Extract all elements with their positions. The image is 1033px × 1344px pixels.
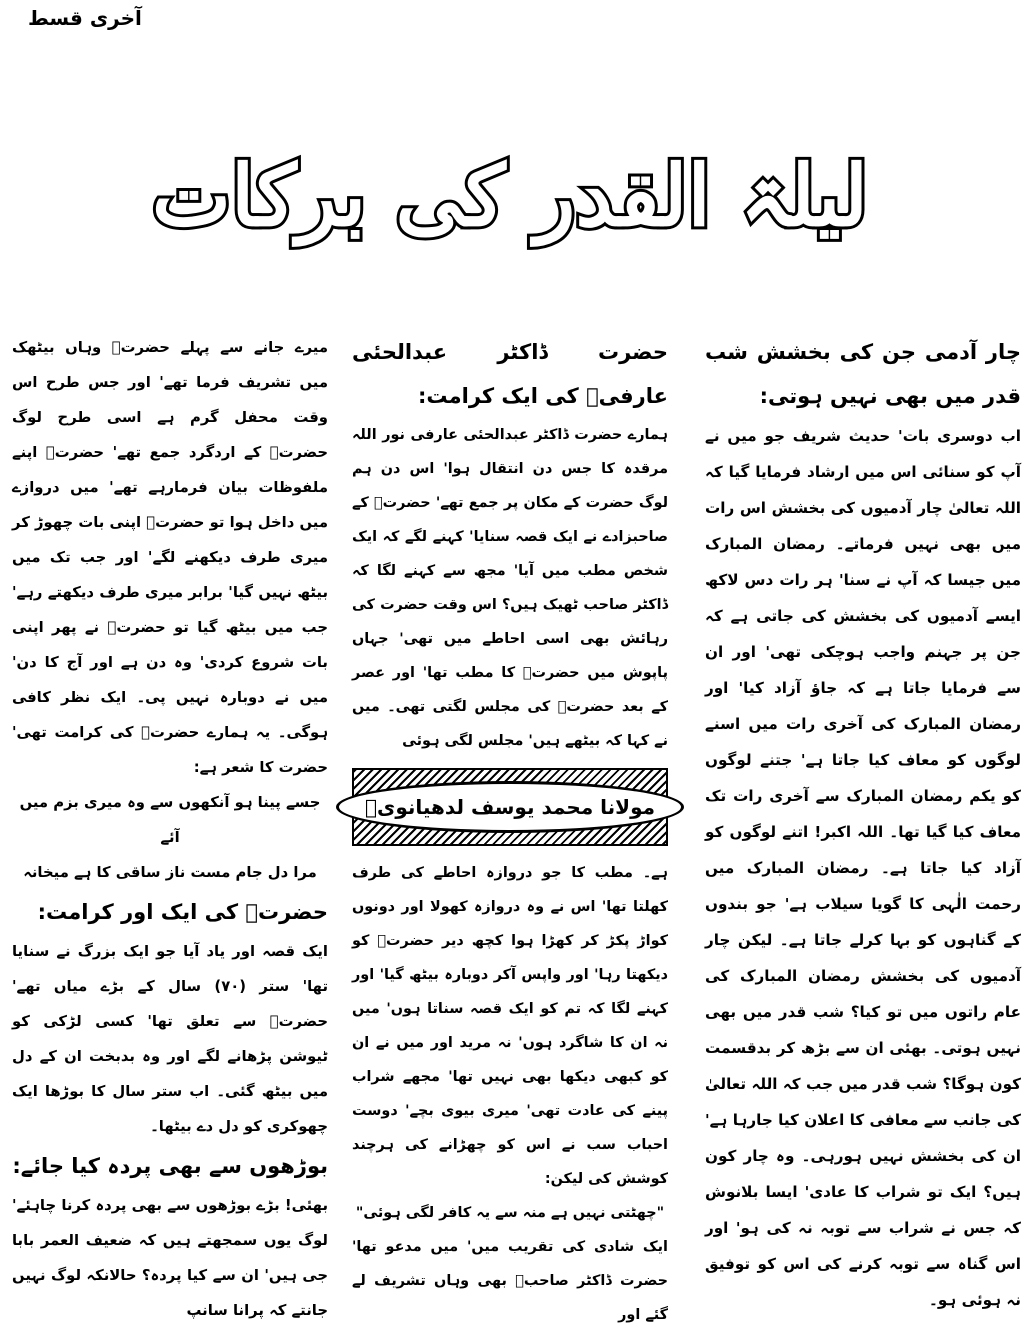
headline-calligraphy (130, 60, 890, 310)
column-left-heading-3: بوڑھوں سے بھی پردہ کیا جائے: (12, 1154, 328, 1178)
column-middle-paragraph-2: ہے۔ مطب کا جو دروازہ احاطے کی طرف کھلتا تھا' اس نے وہ دروازہ کھولا اور دونوں کواڑ پکڑ کر کھڑا ہوا کچھ دیر حضرتؒ کو دیکھتا رہا' اور واپس آکر دوبارہ بیٹھ گیا' اور کہنے لگا کہ تم کو ایک قصہ سناتا ہوں' میں نہ ان کا شاگرد ہوں' نہ مرید اور میں نے ان کو کبھی دیکھا بھی نہیں تھا' مجھے شراب پینے کی عادت تھی' میری بیوی بچے' دوست احباب سب نے اس کو چھڑانے کی ہرچند کوشش کی لیکن: (352, 865, 668, 1187)
column-right (705, 330, 1021, 1318)
column-left-paragraph-1: میرے جانے سے پہلے حضرتؒ وہاں بیٹھک میں تشریف فرما تھے' اور جس طرح اس وقت محفل گرم ہے اسی طرح لوگ حضرتؒ کے اردگرد جمع تھے' حضرتؒ اپنے ملفوظات بیان فرمارہے تھے' میں دروازے میں داخل ہوا تو حضرتؒ اپنی بات چھوڑ کر میری طرف دیکھنے لگے' اور جب تک میں بیٹھ نہیں گیا' برابر میری طرف دیکھتے رہے' جب میں بیٹھ گیا تو حضرتؒ نے پھر اپنی بات شروع کردی' وہ دن ہے اور آج کا دن' میں نے دوبارہ نہیں پی۔ ایک نظر کافی ہوگی۔ یہ ہمارے حضرتؒ کی کرامت تھی' حضرت کا شعر ہے: (12, 339, 328, 776)
column-left-paragraph-3: بھئی! بڑے بوڑھوں سے بھی پردہ کرنا چاہئے' لوگ یوں سمجھتے ہیں کہ ضعیف العمر بابا جی ہیں' ان سے کیا پردہ؟ حالانکہ لوگ نہیں جانتے کہ پرانا سانپ (12, 1197, 328, 1319)
author-byline-box (352, 768, 668, 846)
column-left (12, 330, 328, 1328)
column-left-paragraph-2: ایک قصہ اور یاد آیا جو ایک بزرگ نے سنایا تھا' ستر (۷۰) سال کے بڑے میاں تھے' حضرتؒ سے تعلق تھا' کسی لڑکی کو ٹیوشن پڑھانے لگے اور وہ بدبخت ان کے دل میں بیٹھ گئی۔ اب ستر سال کا بوڑھا ایک چھوکری کو دل دے بیٹھا۔ (12, 943, 328, 1135)
couplet-line-2: مرا دل جام مست ناز ساقی کا ہے میخانہ (23, 864, 317, 881)
column-middle (352, 330, 668, 1332)
column-left-heading-2: حضرتؒ کی ایک اور کرامت: (37, 900, 328, 924)
column-middle-paragraph-1: ہمارے حضرت ڈاکٹر عبدالحئی عارفی نور اللہ مرقدہ کا جس دن انتقال ہوا' اس دن ہم لوگ حضرت کے مکان پر جمع تھے' حضرتؒ کے صاحبزادے نے ایک قصہ سنایا' کہنے لگے کہ ایک شخص مطب میں آیا' مجھ سے کہنے لگا کہ ڈاکٹر صاحب ٹھیک ہیں؟ اس وقت حضرت کی رہائش بھی اسی احاطے میں تھی' جہاں پاپوش میں حضرتؒ کا مطب تھا' اور عصر کے بعد حضرتؒ کی مجلس لگتی تھی۔ میں نے کہا کہ بیٹھے ہیں' مجلس لگی ہوئی (352, 427, 668, 749)
column-middle-paragraph-3: ایک شادی کی تقریب میں' میں مدعو تھا' حضرت ڈاکٹر صاحبؒ بھی وہاں تشریف لے گئے اور (352, 1239, 668, 1323)
headline-text: لیلۃ القدر کی برکات (151, 146, 869, 245)
series-label: آخری قسط (28, 6, 142, 30)
headline (130, 60, 890, 310)
couplet-line-1: جسے پینا ہو آنکھوں سے وہ میری بزم میں آئے (19, 794, 321, 846)
column-right-heading: چار آدمی جن کی بخشش شب قدر میں بھی نہیں ہوتی: (705, 340, 1021, 408)
column-right-paragraph: اب دوسری بات' حدیث شریف جو میں نے آپ کو سنائی اس میں ارشاد فرمایا گیا کہ اللہ تعالیٰ چار آدمیوں کی بخشش اس رات میں بھی نہیں فرماتے۔ رمضان المبارک میں جیسا کہ آپ نے سنا' ہر رات دس لاکھ ایسے آدمیوں کی بخشش کی جاتی ہے کہ جن پر جہنم واجب ہوچکی تھی' اور ان سے فرمایا جاتا ہے کہ جاؤ آزاد کیا' اور رمضان المبارک کی آخری رات میں اسنے لوگوں کو معاف کیا جاتا ہے' جتنے لوگوں کو یکم رمضان المبارک سے آخری رات تک معاف کیا گیا تھا۔ اللہ اکبر! اتنے لوگوں کو آزاد کیا جاتا ہے۔ رمضان المبارک میں رحمت الٰہی کا گویا سیلاب ہے' جو بندوں کے گناہوں کو بہا کرلے جاتا ہے۔ لیکن چار آدمیوں کی بخشش رمضان المبارک کی عام راتوں میں تو کیا؟ شب قدر میں بھی نہیں ہوتی۔ بھئی ان سے بڑھ کر بدقسمت کون ہوگا؟ شب قدر میں جب کہ اللہ تعالیٰ کی جانب سے معافی کا اعلان کیا جارہا ہے' ان کی بخشش نہیں ہورہی۔ وہ چار کون ہیں؟ ایک تو شراب کا عادی' ایسا بلانوش کہ جس نے شراب سے توبہ نہ کی ہو' اور اس گناہ سے توبہ کرنے کی اس کو توفیق نہ ہوئی ہو۔ (705, 427, 1021, 1309)
column-middle-quote: "چھٹتی نہیں ہے منہ سے یہ کافر لگی ہوئی" (355, 1205, 665, 1221)
column-middle-heading: حضرت ڈاکٹر عبدالحئی عارفیؒ کی ایک کرامت: (352, 340, 668, 408)
author-name: مولانا محمد یوسف لدھیانویؒ (336, 781, 684, 833)
